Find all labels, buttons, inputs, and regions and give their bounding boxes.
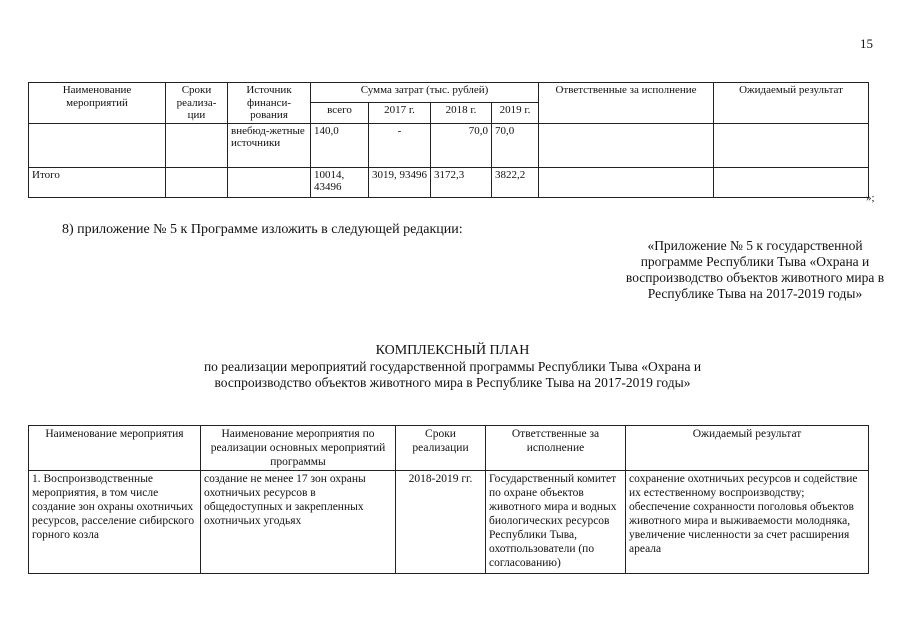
cell-result: сохранение охотничьих ресурсов и содействие их естественному воспроизводству; обеспечение сохранности поголовья объектов животного мира и выживаемости молодняка, увеличение численности за счет расширения ареала xyxy=(626,471,869,574)
header-sub: Наименование мероприятия по реализации основных мероприятий программы xyxy=(201,426,396,471)
header-result: Ожидаемый результат xyxy=(626,426,869,471)
cell-name xyxy=(29,123,166,167)
cell-sub: создание не менее 17 зон охраны охотничьих ресурсов в общедоступных и закрепленных охотничьих угодьях xyxy=(201,471,396,574)
cell-result xyxy=(714,123,869,167)
header-sum: Сумма затрат (тыс. рублей) xyxy=(311,83,539,103)
cell-terms: 2018-2019 гг. xyxy=(396,471,486,574)
cell-total: 10014, 43496 xyxy=(311,167,369,197)
header-name: Наименование мероприятия xyxy=(29,426,201,471)
cell-source xyxy=(228,167,311,197)
header-2019: 2019 г. xyxy=(492,103,539,123)
table-row xyxy=(29,167,869,197)
plan-subtitle: по реализации мероприятий государственной программы Республики Тыва «Охрана и воспроизводство объектов животного мира в Республике Тыва на 2017-2019 годы» xyxy=(203,359,702,390)
header-terms: Сроки реализа-ции xyxy=(166,83,228,124)
cell-2019: 70,0 xyxy=(492,123,539,167)
cell-responsible xyxy=(539,167,714,197)
header-responsible: Ответственные за исполнение xyxy=(539,83,714,124)
header-responsible: Ответственные за исполнение xyxy=(486,426,626,471)
cell-2017: 3019, 93496 xyxy=(369,167,431,197)
cell-2019: 3822,2 xyxy=(492,167,539,197)
cell-name: 1. Воспроизводственные мероприятия, в том числе создание зон охраны охотничьих ресурсов, расселение сибирского горного козла xyxy=(29,471,201,574)
header-2017: 2017 г. xyxy=(369,103,431,123)
table-header-row xyxy=(29,426,869,471)
plan-title: КОМПЛЕКСНЫЙ ПЛАН xyxy=(375,343,530,358)
amendment-paragraph: 8) приложение № 5 к Программе изложить в следующей редакции: xyxy=(62,222,463,237)
cell-terms xyxy=(166,167,228,197)
cell-result xyxy=(714,167,869,197)
header-terms: Сроки реализации xyxy=(396,426,486,471)
cell-source: внебюд-жетные источники xyxy=(228,123,311,167)
cell-terms xyxy=(166,123,228,167)
table-row xyxy=(29,123,869,167)
header-source: Источник финанси-рования xyxy=(228,83,311,124)
appendix-header: «Приложение № 5 к государственной программе Республики Тыва «Охрана и воспроизводство объектов животного мира в Республике Тыва на 2017-2019 годы» xyxy=(625,238,885,301)
cell-2017: - xyxy=(369,123,431,167)
page-number: 15 xyxy=(860,36,873,51)
cell-total: 140,0 xyxy=(311,123,369,167)
budget-table xyxy=(28,82,869,198)
cell-responsible: Государственный комитет по охране объектов животного мира и водных биологических ресурсов Республики Тыва, охотпользователи (по согласованию) xyxy=(486,471,626,574)
cell-responsible xyxy=(539,123,714,167)
header-2018: 2018 г. xyxy=(431,103,492,123)
header-name: Наименование мероприятий xyxy=(29,83,166,124)
table-row xyxy=(29,471,869,574)
table-header-row xyxy=(29,83,869,103)
cell-2018: 70,0 xyxy=(431,123,492,167)
cell-name: Итого xyxy=(29,167,166,197)
header-total: всего xyxy=(311,103,369,123)
closing-quote: »; xyxy=(866,192,875,204)
plan-table xyxy=(28,425,869,574)
header-result: Ожидаемый результат xyxy=(714,83,869,124)
cell-2018: 3172,3 xyxy=(431,167,492,197)
